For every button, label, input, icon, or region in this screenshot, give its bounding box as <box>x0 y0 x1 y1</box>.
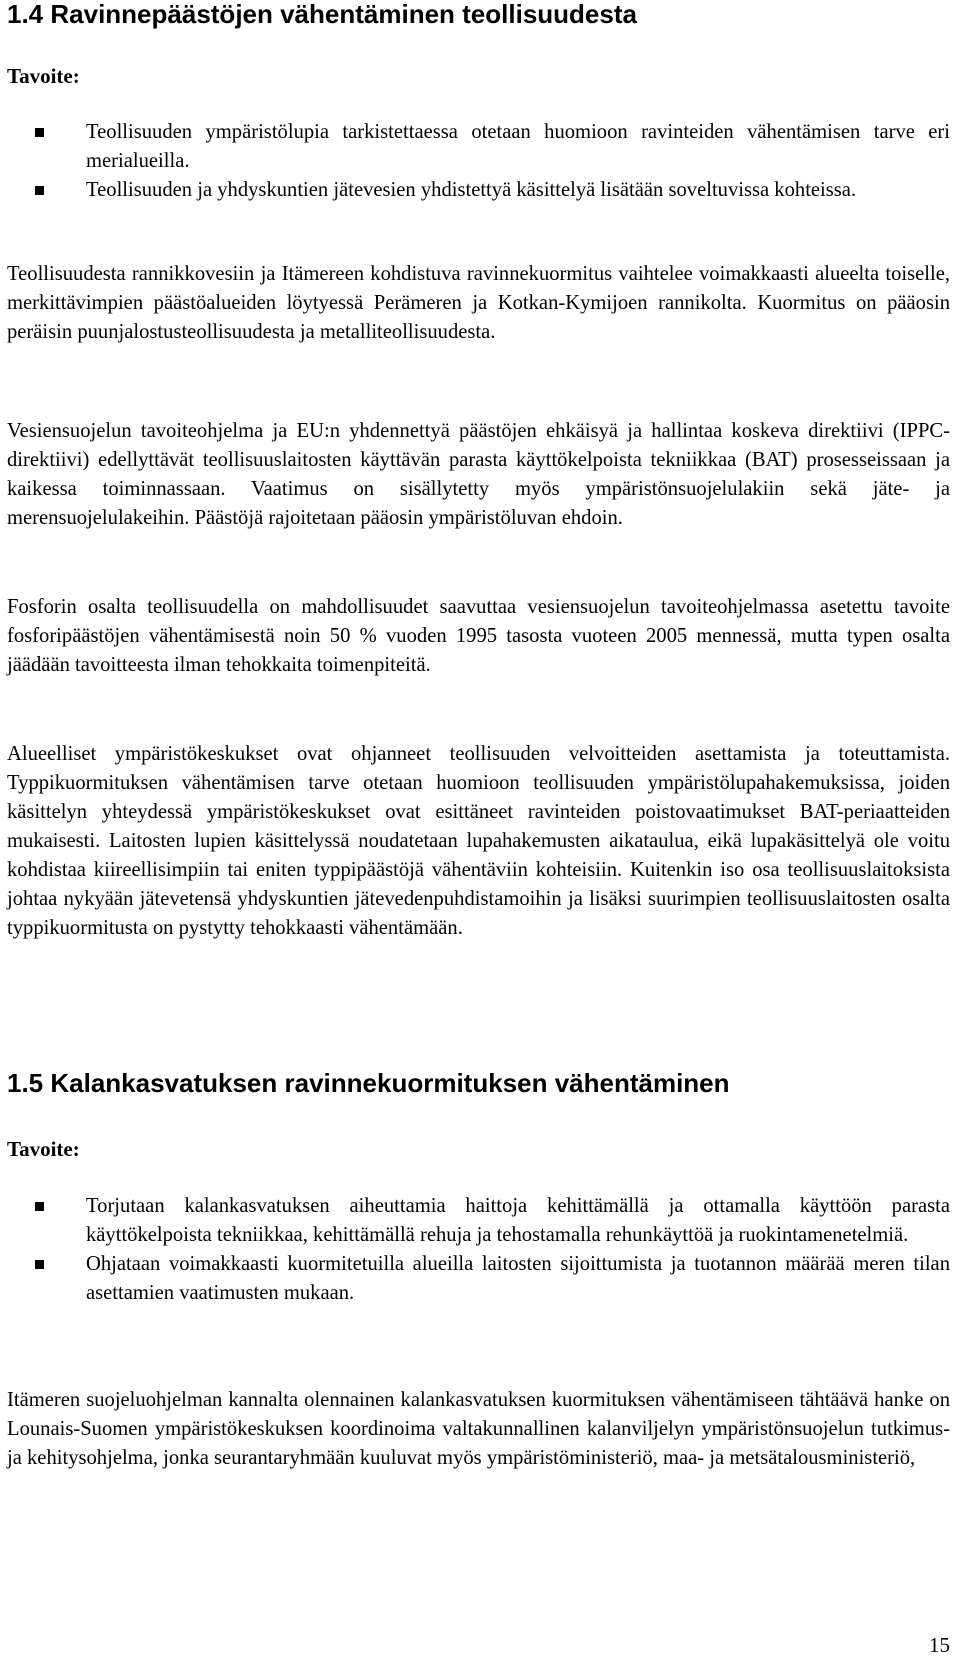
goal-item-text: Torjutaan kalankasvatuksen aiheuttamia haittoja kehittämällä ja ottamalla käyttöön parasta käyttökelpoista tekniikkaa, kehittämällä rehuja ja tehostamalla rehunkäyttöä ja ruokintamenetelmiä. <box>86 1195 950 1246</box>
section-1-4-paragraph-load: Teollisuudesta rannikkovesiin ja Itämereen kohdistuva ravinnekuormitus vaihtelee voimakkaasti alueelta toiselle, merkittävimpien päästöalueiden löytyessä Perämeren ja Kotkan-Kymijoen rannikolta. Kuormitus on pääosin peräisin puunjalostusteollisuudesta ja metalliteollisuudesta. <box>7 263 950 343</box>
goal-item <box>86 1192 950 1250</box>
goal-item-text: Teollisuuden ympäristölupia tarkistettaessa otetaan huomioon ravinteiden vähentämisen tarve eri merialueilla. <box>86 121 950 172</box>
section-1-5-paragraph-programme: Itämeren suojeluohjelman kannalta olennainen kalankasvatuksen kuormituksen vähentämiseen tähtäävä hanke on Lounais-Suomen ympäristökeskuksen koordinoima valtakunnallinen kalanviljelyn ympäristönsuojelun tutkimus- ja kehitysohjelma, jonka seurantaryhmään kuuluvat myös ympäristöministeriö, maa- ja metsätalousministeriö, <box>7 1389 950 1469</box>
goal-item <box>86 118 950 176</box>
square-bullet-icon <box>35 128 44 137</box>
square-bullet-icon <box>35 186 44 195</box>
goal-item <box>86 176 950 205</box>
goal-item-text: Teollisuuden ja yhdyskuntien jätevesien yhdistettyä käsittelyä lisätään soveltuvissa kohteissa. <box>86 179 857 201</box>
section-1-4-paragraph-regional-centres: Alueelliset ympäristökeskukset ovat ohjanneet teollisuuden velvoitteiden asettamista ja toteuttamista. Typpikuormituksen vähentämisen tarve otetaan huomioon teollisuuden ympäristölupahakemuksissa, joiden käsittelyn yhteydessä ympäristökeskukset ovat esittäneet ravinteiden poistovaatimukset BAT-periaatteiden mukaisesti. Laitosten lupien käsittelyssä noudatetaan lupahakemusten aikataulua, eikä lupakäsittelyä ole voitu kohdistaa kiireellisimpiin tai eniten typpipäästöjä vähentäviin kohteisiin. Kuitenkin iso osa teollisuuslaitoksista johtaa nykyään jätevetensä yhdyskuntien jätevedenpuhdistamoihin ja lisäksi suurimpien teollisuuslaitosten osalta typpikuormitusta on pystytty tehokkaasti vähentämään. <box>7 743 950 939</box>
page-number: 15 <box>929 1633 950 1657</box>
section-1-4-goal-list <box>0 118 960 205</box>
section-1-4-heading: 1.4 Ravinnepäästöjen vähentäminen teollisuudesta <box>7 0 637 29</box>
section-1-4-paragraph-regulation: Vesiensuojelun tavoiteohjelma ja EU:n yhdennettyä päästöjen ehkäisyä ja hallintaa koskeva direktiivi (IPPC-direktiivi) edellyttävät teollisuuslaitosten käyttävän parasta käyttökelpoista tekniikkaa (BAT) prosesseissaan ja kaikessa toiminnassaan. Vaatimus on sisällytetty myös ympäristönsuojelulakiin sekä jäte- ja merensuojelulakeihin. Päästöjä rajoitetaan pääosin ympäristöluvan ehdoin. <box>7 420 950 529</box>
goal-item-text: Ohjataan voimakkaasti kuormitetuilla alueilla laitosten sijoittumista ja tuotannon määrää meren tilan asettamien vaatimusten mukaan. <box>86 1253 950 1304</box>
square-bullet-icon <box>35 1260 44 1269</box>
goal-item <box>86 1250 950 1308</box>
section-1-4-paragraph-phosphorus: Fosforin osalta teollisuudella on mahdollisuudet saavuttaa vesiensuojelun tavoiteohjelmassa asetettu tavoite fosforipäästöjen vähentämisestä noin 50 % vuoden 1995 tasosta vuoteen 2005 mennessä, mutta typen osalta jäädään tavoitteesta ilman tehokkaita toimenpiteitä. <box>7 596 950 676</box>
section-1-4-goal-label: Tavoite: <box>7 64 80 88</box>
section-1-5-goal-label: Tavoite: <box>7 1137 80 1161</box>
section-1-5-goal-list <box>0 1192 960 1308</box>
section-1-5-heading: 1.5 Kalankasvatuksen ravinnekuormituksen vähentäminen <box>7 1068 730 1098</box>
square-bullet-icon <box>35 1202 44 1211</box>
